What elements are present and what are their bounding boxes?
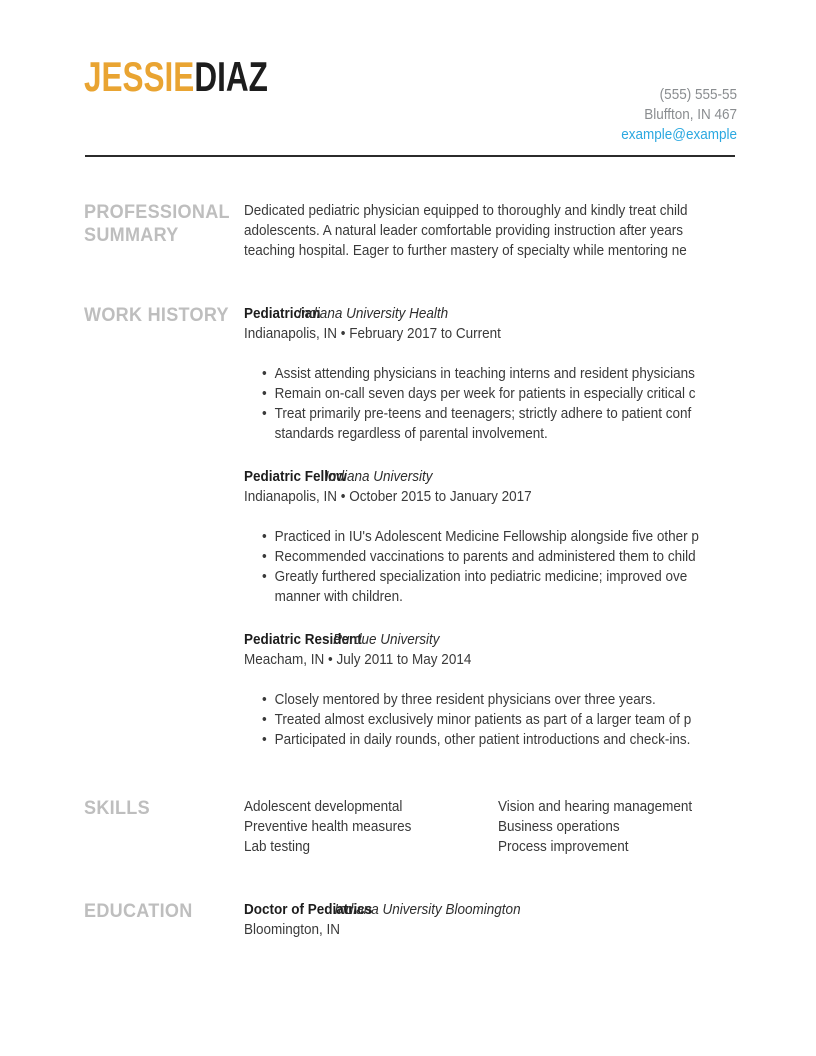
bullet-line: • Closely mentored by three resident physicians over three years. bbox=[244, 690, 688, 710]
bullet-continuation: standards regardless of parental involvement. bbox=[274, 425, 548, 442]
bullet-line: • Recommended vaccinations to parents and administered them to child bbox=[244, 547, 688, 567]
job-entry-pediatrician bbox=[244, 304, 737, 444]
section-education bbox=[0, 900, 816, 940]
summary-line: adolescents. A natural leader comfortable providing instruction after years bbox=[244, 222, 684, 239]
job-entry-pediatric-fellow bbox=[244, 467, 737, 607]
section-label-professional-summary bbox=[84, 201, 236, 247]
job-bullet-list bbox=[244, 527, 737, 607]
skill-item: Process improvement bbox=[498, 838, 629, 855]
skill-item: Business operations bbox=[498, 818, 620, 835]
bullet-line: • Greatly furthered specialization into pediatric medicine; improved ove bbox=[244, 567, 688, 587]
skill-item: Vision and hearing management bbox=[498, 798, 693, 815]
section-label-education: EDUCATION bbox=[84, 901, 193, 922]
bullet-line: • Practiced in IU's Adolescent Medicine Fellowship alongside five other p bbox=[244, 527, 688, 547]
label-line: SUMMARY bbox=[84, 225, 179, 246]
job-company: Indiana University bbox=[325, 468, 433, 485]
education-location: Bloomington, IN bbox=[244, 921, 341, 938]
job-title-line bbox=[244, 630, 688, 650]
school: Indiana University Bloomington bbox=[334, 901, 521, 918]
header-divider bbox=[85, 155, 735, 157]
degree: Doctor of Pediatrics bbox=[244, 901, 373, 918]
skills-content bbox=[244, 797, 737, 857]
skill-item: Preventive health measures bbox=[244, 818, 412, 835]
job-title: Pediatric Fellow bbox=[244, 468, 347, 485]
job-entry-pediatric-resident bbox=[244, 630, 737, 750]
phone-number: (555) 555-55 bbox=[659, 86, 737, 103]
work-history-content bbox=[244, 304, 737, 773]
section-label-skills: SKILLS bbox=[84, 798, 150, 819]
education-title-line bbox=[244, 900, 688, 920]
bullet-line: • Assist attending physicians in teaching interns and resident physicians bbox=[244, 364, 688, 384]
skills-column-left bbox=[244, 797, 498, 857]
job-meta: Indianapolis, IN • February 2017 to Current bbox=[244, 325, 501, 342]
bullet-continuation: manner with children. bbox=[274, 588, 403, 605]
job-meta: Meacham, IN • July 2011 to May 2014 bbox=[244, 651, 472, 668]
summary-line: teaching hospital. Eager to further mastery of specialty while mentoring ne bbox=[244, 242, 687, 259]
bullet-line: • Treated almost exclusively minor patients as part of a larger team of p bbox=[244, 710, 688, 730]
first-name: JESSIE bbox=[84, 53, 195, 100]
job-company: Indiana University Health bbox=[298, 305, 449, 322]
skill-item: Adolescent developmental bbox=[244, 798, 403, 815]
job-title: Pediatrician bbox=[244, 305, 321, 322]
bullet-line: • Treat primarily pre-teens and teenagers; strictly adhere to patient conf bbox=[244, 404, 688, 424]
job-title-line bbox=[244, 304, 688, 324]
job-title: Pediatric Resident bbox=[244, 631, 362, 648]
skills-column-right bbox=[498, 797, 737, 857]
bullet-line: • Participated in daily rounds, other patient introductions and check-ins. bbox=[244, 730, 688, 750]
skills-columns bbox=[244, 797, 737, 857]
job-bullet-list bbox=[244, 690, 737, 750]
job-title-line bbox=[244, 467, 688, 487]
skill-item: Lab testing bbox=[244, 838, 311, 855]
label-line: PROFESSIONAL bbox=[84, 202, 230, 223]
contact-block bbox=[0, 85, 737, 145]
education-content bbox=[244, 900, 737, 940]
summary-text bbox=[244, 201, 737, 261]
job-bullet-list bbox=[244, 364, 737, 444]
bullet-line: • Remain on-call seven days per week for patients in especially critical c bbox=[244, 384, 688, 404]
section-label-work-history: WORK HISTORY bbox=[84, 305, 229, 326]
job-company: Purdue University bbox=[333, 631, 440, 648]
job-meta: Indianapolis, IN • October 2015 to January 2017 bbox=[244, 488, 532, 505]
address: Bluffton, IN 467 bbox=[644, 106, 737, 123]
section-professional-summary bbox=[0, 201, 816, 261]
last-name: DIAZ bbox=[194, 53, 268, 100]
email-link[interactable]: example@example bbox=[621, 126, 737, 143]
section-work-history bbox=[0, 304, 816, 773]
section-skills bbox=[0, 797, 816, 857]
summary-line: Dedicated pediatric physician equipped to thoroughly and kindly treat child bbox=[244, 202, 688, 219]
